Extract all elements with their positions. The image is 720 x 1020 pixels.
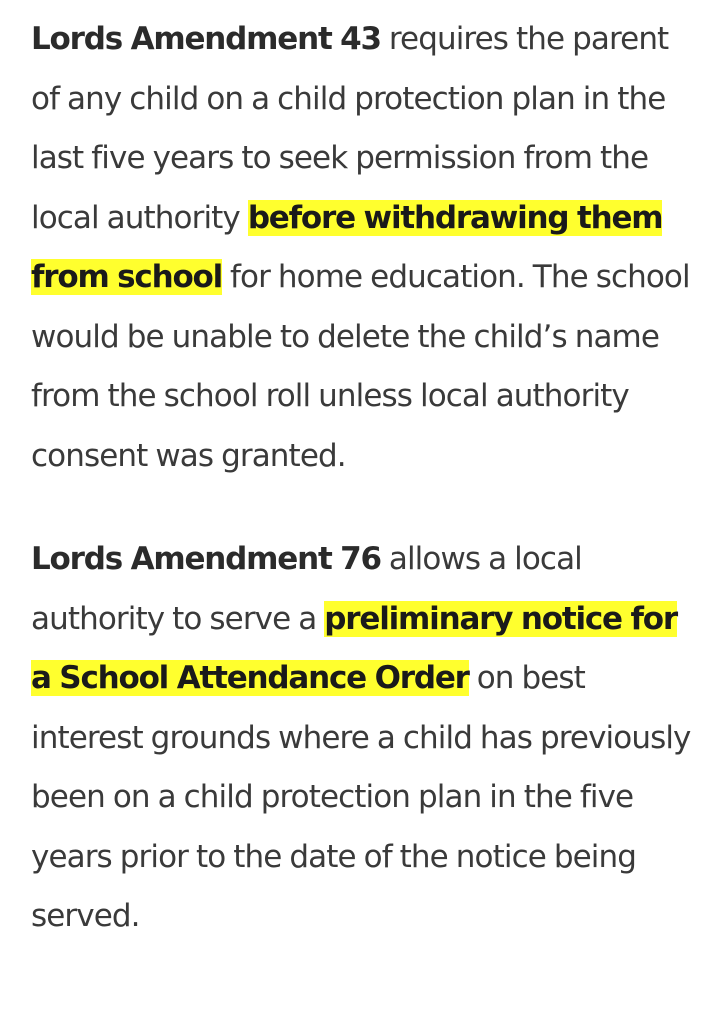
article-body [31,10,701,991]
highlighted-text: preliminary notice for a School Attendance Order [31,600,677,696]
highlighted-text: before withdrawing them from school [31,199,663,295]
paragraph-text: allows a local authority to serve a [31,541,582,637]
amendment-heading: Lords Amendment 43 [31,21,381,57]
paragraph-text: on best interest grounds where a child has previously been on a child protection plan in the five years prior to the date of the notice being served. [31,660,691,934]
amendment-heading: Lords Amendment 76 [31,541,381,577]
paragraph-amendment-43 [31,10,701,486]
paragraph-amendment-76 [31,530,701,947]
paragraph-text: for home education. The school would be unable to delete the child’s name from the school roll unless local authority consent was granted. [31,259,690,474]
paragraph-text: requires the parent of any child on a child protection plan in the last five years to seek permission from the local authority [31,21,669,236]
